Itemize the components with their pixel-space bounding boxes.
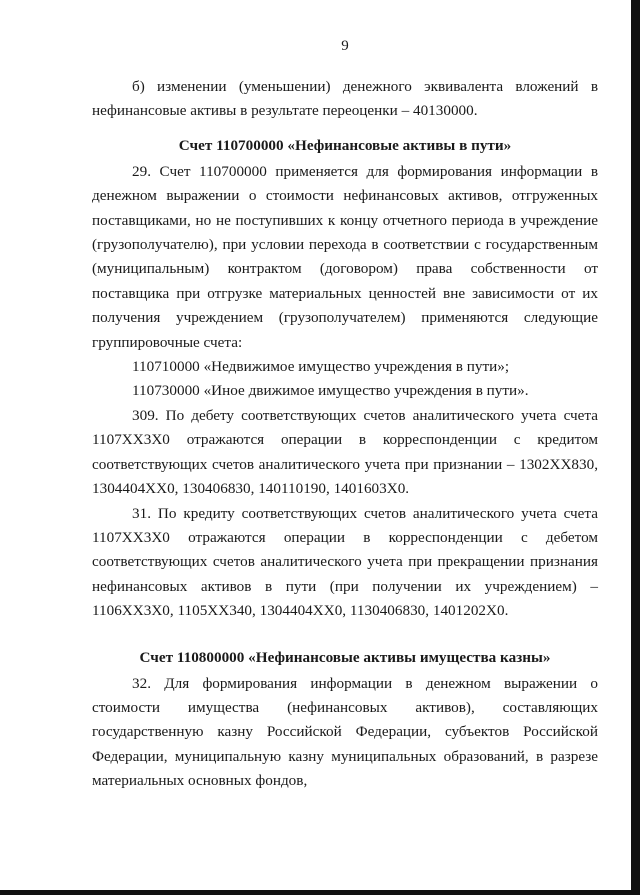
scan-edge-bottom: [0, 890, 640, 895]
account-item-110730000: 110730000 «Иное движимое имущество учреждения в пути».: [132, 382, 529, 400]
intro-paragraph: б) изменении (уменьшении) денежного эквивалента вложений в нефинансовые активы в результате переоценки – 40130000.: [92, 78, 598, 120]
paragraph-32: 32. Для формирования информации в денежном выражении о стоимости имущества (нефинансовых активов), составляющих государственную казну Российской Федерации, субъектов Российской Федерации, муниципальную казну муниципальных образований, в разрезе материальных основных фондов,: [92, 674, 598, 790]
page-number: 9: [341, 38, 349, 54]
section-heading-110700000: Счет 110700000 «Нефинансовые активы в пути»: [178, 136, 512, 154]
scan-edge-right: [631, 0, 640, 895]
paragraph-30: 309. По дебету соответствующих счетов аналитического учета счета 1107ХХ3Х0 отражаются операции в корреспонденции с кредитом соответствующих счетов аналитического учета при признании – 1302ХХ830, 1304404ХХ0, 130406830, 140110190, 1401603Х0.: [92, 406, 598, 498]
section-heading-110800000: Счет 110800000 «Нефинансовые активы имущества казны»: [139, 648, 551, 666]
account-item-110710000: 110710000 «Недвижимое имущество учреждения в пути»;: [132, 358, 510, 376]
paragraph-29: 29. Счет 110700000 применяется для формирования информации в денежном выражении о стоимости нефинансовых активов, отгруженных поставщиками, но не поступивших к концу отчетного периода в учреждение (грузополучателю), при условии перехода в соответствии с государственным (муниципальным) контрактом (договором) права собственности от поставщика при отгрузке материальных ценностей вне зависимости от их получения учреждением (грузополучателем) применяются следующие группировочные счета:: [92, 162, 598, 351]
paragraph-31: 31. По кредиту соответствующих счетов аналитического учета счета 1107ХХ3Х0 отражаются операции в корреспонденции с дебетом соответствующих счетов аналитического учета при прекращении признания нефинансовых активов в пути (при получении их учреждением) – 1106ХХ3Х0, 1105ХХ340, 1304404ХХ0, 1130406830, 1401202Х0.: [92, 504, 598, 620]
